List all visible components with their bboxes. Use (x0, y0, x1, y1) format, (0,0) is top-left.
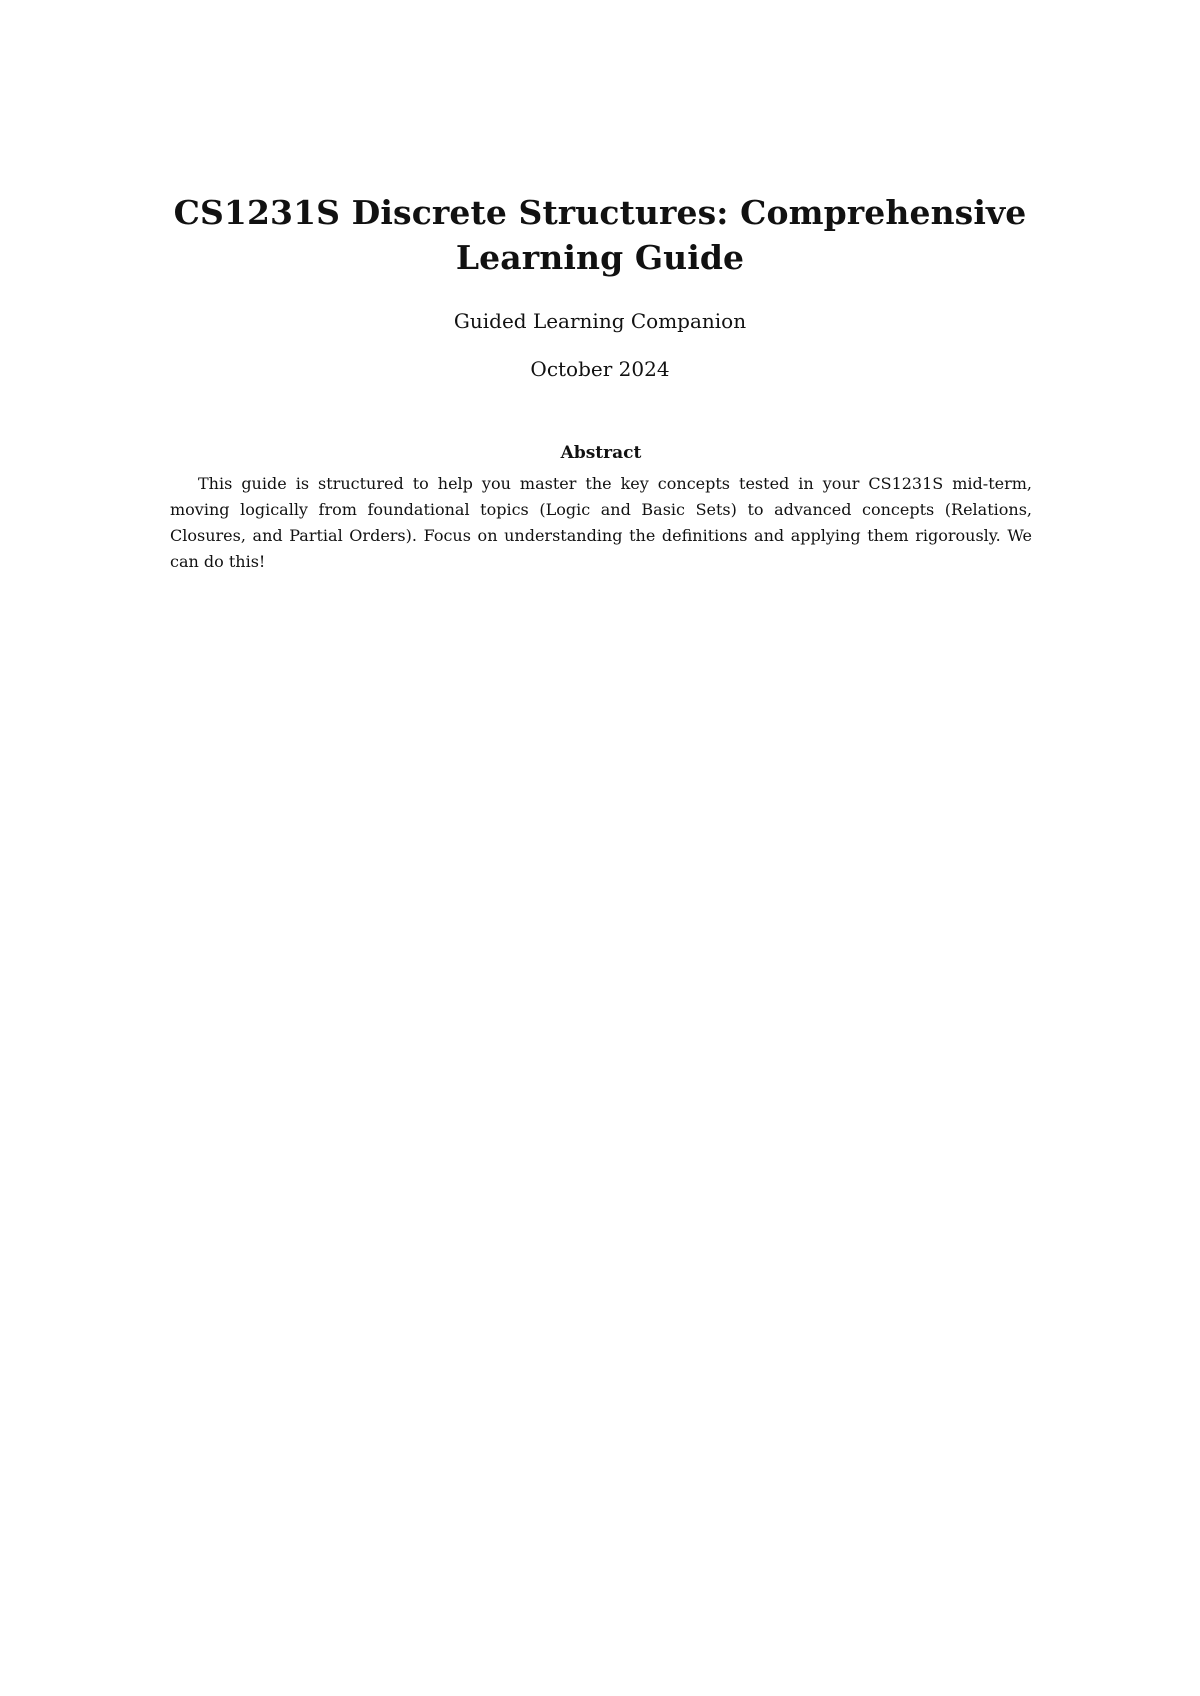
title-block (120, 190, 1080, 382)
document-date: October 2024 (530, 357, 670, 381)
document-title: CS1231S Discrete Structures: Comprehensive Learning Guide (173, 193, 1027, 277)
abstract-section (170, 441, 1032, 575)
abstract-heading: Abstract (560, 443, 642, 463)
abstract-text: This guide is structured to help you master the key concepts tested in your CS1231S mid-term, moving logically from foundational topics (Logic and Basic Sets) to advanced concepts (Relations, Closures, and Partial Orders). Focus on understanding the definitions and applying them rigorously. We can do this! (170, 474, 1032, 571)
document-author: Guided Learning Companion (453, 309, 747, 333)
